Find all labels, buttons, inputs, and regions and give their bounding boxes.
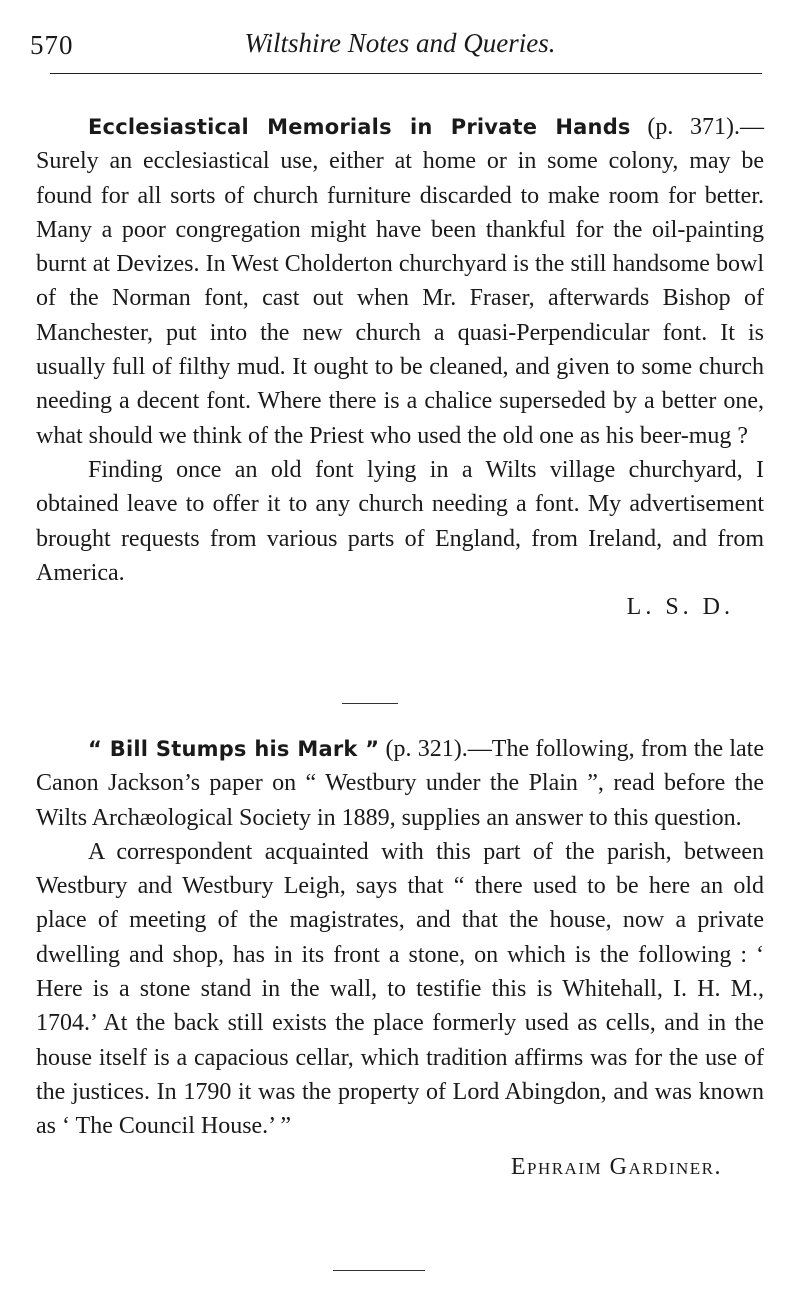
article-paragraph [36,110,764,453]
paragraph-text: The following, from the late Canon Jackson’s paper on “ Westbury under the Plain ”, read before the Wilts Archæological Society in 1889, supplies an answer to this question. [36,736,764,831]
running-title: Wiltshire Notes and Queries. [244,28,556,58]
article-paragraph [36,732,764,835]
page-reference: (p. 371).— [630,114,764,140]
section-divider [342,703,398,704]
article-heading: Ecclesiastical Memorials in Private Hands [88,115,631,139]
page-number: 570 [30,30,74,60]
article-paragraph: A correspondent acquainted with this part of the parish, between Westbury and Westbury Leigh, says that “ there used to be here an old place of meeting of the magistrates, and that the house, now a private dwelling and shop, has in its front a stone, on which is the following : ‘ Here is a stone stand in the wall, to testifie this is Whitehall, I. H. M., 1704.’ At the back still exists the place formerly used as cells, and in the house itself is a capacious cellar, which tradition affirms was for the use of the justices. In 1790 it was the property of Lord Abingdon, and was known as ‘ The Council House.’ ” [36,838,764,1140]
article-ecclesiastical-memorials [36,110,764,624]
page-reference: (p. 321).— [379,736,492,762]
article-heading: “ Bill Stumps his Mark ” [88,737,380,761]
article-paragraph: Finding once an old font lying in a Wilts village churchyard, I obtained leave to offer it to any church needing a font. My advertisement brought requests from various parts of England, from Ireland, and from America. [36,456,764,586]
header-rule [50,73,762,74]
section-divider [333,1270,425,1271]
paragraph-text: Surely an ecclesiastical use, either at home or in some colony, may be found for all sorts of church furniture discarded to make room for better. Many a poor congregation might have been thankful for the oil-painting burnt at Devizes. In West Cholderton churchyard is the still handsome bowl of the Norman font, cast out when Mr. Fraser, afterwards Bishop of Manchester, put into the new church a quasi-Perpendicular font. It is usually full of filthy mud. It ought to be cleaned, and given to some church needing a decent font. Where there is a chalice superseded by a better one, what should we think of the Priest who used the old one as his beer-mug ? [36,148,764,449]
article-bill-stumps [36,732,764,1184]
signature: Ephraim Gardiner. [510,1153,722,1180]
signature: L. S. D. [626,594,734,621]
